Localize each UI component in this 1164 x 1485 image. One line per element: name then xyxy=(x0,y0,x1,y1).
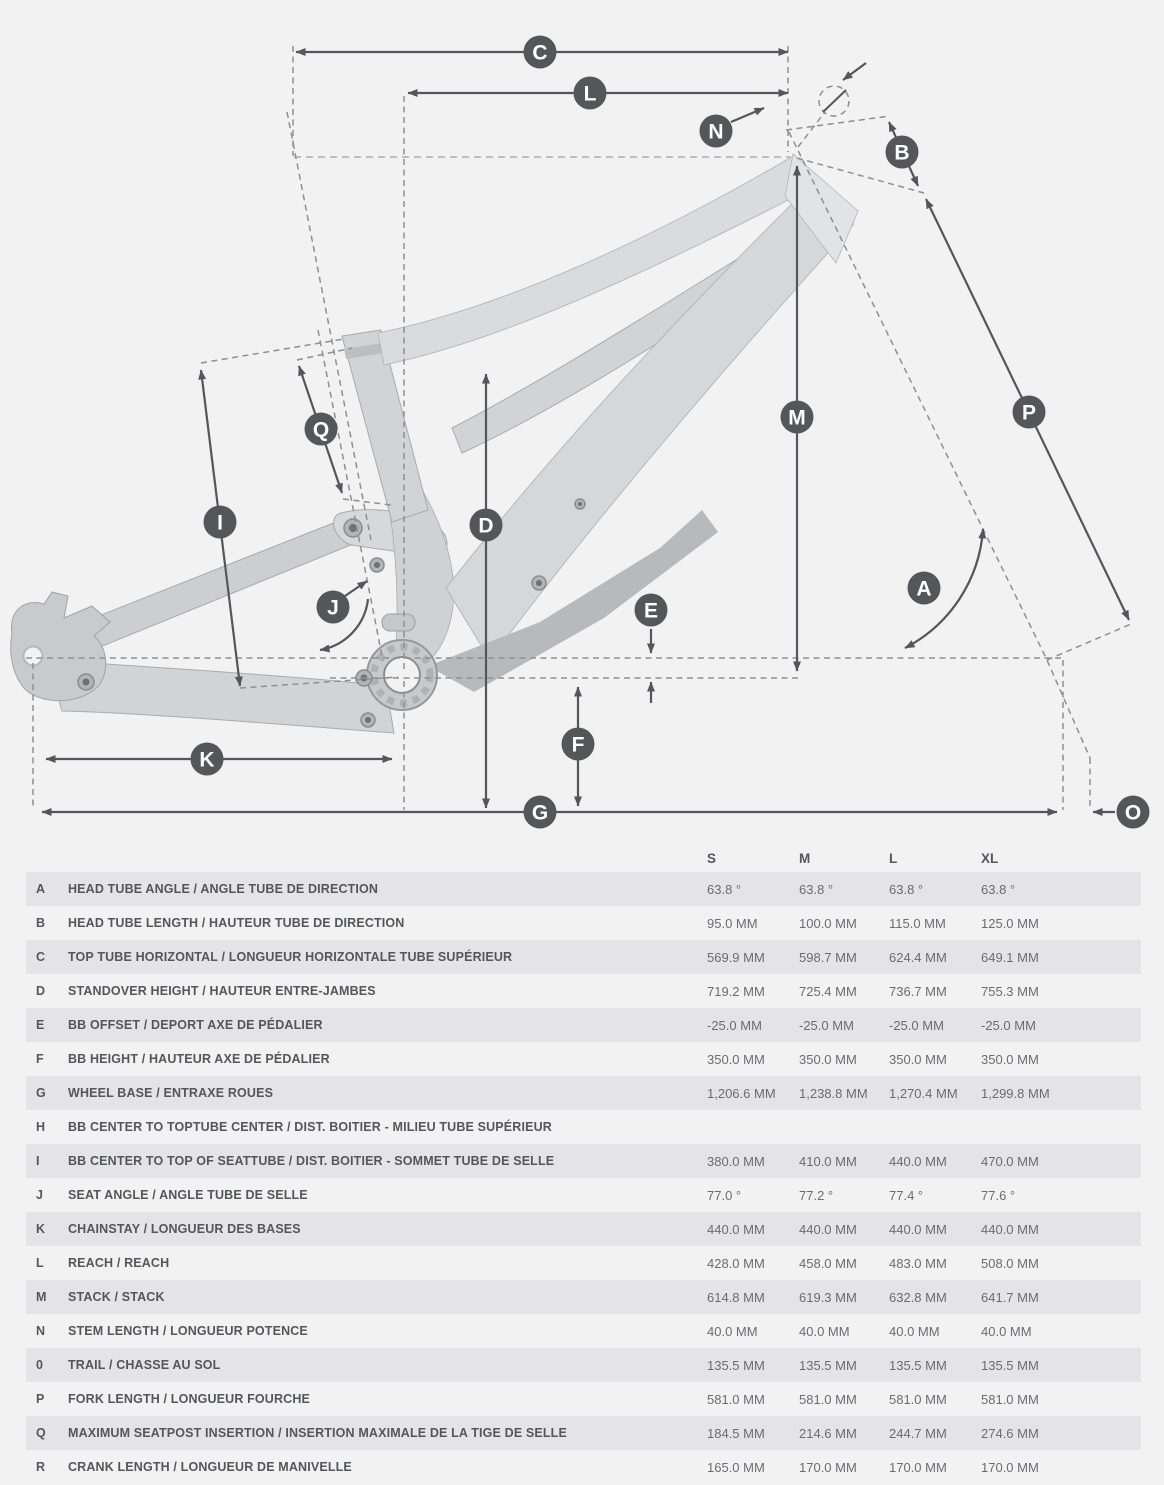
row-letter: A xyxy=(36,882,46,896)
row-value: 508.0 MM xyxy=(981,1255,1039,1271)
row-label: BB OFFSET / DEPORT AXE DE PÉDALIER xyxy=(68,1018,323,1032)
row-letter: B xyxy=(36,916,46,930)
dim-label-K xyxy=(191,743,224,776)
row-value: 632.8 MM xyxy=(889,1289,947,1305)
row-letter: D xyxy=(36,984,46,998)
row-value: 1,299.8 MM xyxy=(981,1085,1050,1101)
dim-J-pointer xyxy=(345,581,367,596)
dim-label-text: G xyxy=(531,801,549,825)
row-value: 40.0 MM xyxy=(981,1323,1032,1339)
dim-label-A xyxy=(908,572,941,605)
row-value: 170.0 MM xyxy=(889,1459,947,1475)
row-value: 100.0 MM xyxy=(799,915,857,931)
rear-axle-hole xyxy=(24,647,43,666)
dim-label-F xyxy=(562,728,595,761)
row-letter: N xyxy=(36,1324,46,1338)
dim-N-pointer xyxy=(731,108,764,122)
row-value: 581.0 MM xyxy=(799,1391,857,1407)
dim-label-C xyxy=(524,36,557,69)
row-value: 244.7 MM xyxy=(889,1425,947,1441)
row-value: 470.0 MM xyxy=(981,1153,1039,1169)
row-letter: M xyxy=(36,1290,47,1304)
row-letter: G xyxy=(36,1086,46,1100)
row-value: 77.6 ° xyxy=(981,1187,1016,1203)
dim-label-text: C xyxy=(532,41,548,65)
table-row-D xyxy=(26,974,1141,1008)
row-label: REACH / REACH xyxy=(68,1256,170,1270)
row-label: MAXIMUM SEATPOST INSERTION / INSERTION MAXIMALE DE LA TIGE DE SELLE xyxy=(68,1426,567,1440)
row-value: 1,206.6 MM xyxy=(707,1085,776,1101)
row-value: 440.0 MM xyxy=(889,1153,947,1169)
table-row-E xyxy=(26,1008,1141,1042)
table-row-C xyxy=(26,940,1141,974)
dim-label-text: F xyxy=(571,733,585,757)
table-row-F xyxy=(26,1042,1141,1076)
row-value: 40.0 MM xyxy=(889,1323,940,1339)
dim-label-M xyxy=(781,401,814,434)
table-row-L xyxy=(26,1246,1141,1280)
table-row-B xyxy=(26,906,1141,940)
row-value: 440.0 MM xyxy=(799,1221,857,1237)
dim-label-N xyxy=(700,115,733,148)
column-header-m: M xyxy=(799,850,811,866)
dim-label-Q xyxy=(305,413,338,446)
row-label: BB HEIGHT / HAUTEUR AXE DE PÉDALIER xyxy=(68,1052,330,1066)
table-row-0 xyxy=(26,1348,1141,1382)
table-header-row xyxy=(26,844,1141,872)
row-letter: F xyxy=(36,1052,44,1066)
dim-label-G xyxy=(524,796,557,829)
row-value: 135.5 MM xyxy=(707,1357,765,1373)
row-label: CHAINSTAY / LONGUEUR DES BASES xyxy=(68,1222,301,1236)
dim-label-I xyxy=(204,506,237,539)
dim-label-E xyxy=(635,594,668,627)
row-letter: I xyxy=(36,1154,40,1168)
row-value: 755.3 MM xyxy=(981,983,1039,999)
row-value: 410.0 MM xyxy=(799,1153,857,1169)
row-value: 214.6 MM xyxy=(799,1425,857,1441)
row-value: 569.9 MM xyxy=(707,949,765,965)
table-row-J xyxy=(26,1178,1141,1212)
row-value: 736.7 MM xyxy=(889,983,947,999)
row-label: BB CENTER TO TOPTUBE CENTER / DIST. BOITIER - MILIEU TUBE SUPÉRIEUR xyxy=(68,1120,552,1134)
row-letter: R xyxy=(36,1460,46,1474)
row-letter: K xyxy=(36,1222,46,1236)
shock-mount-tab xyxy=(382,614,415,631)
fork-bottom-tick xyxy=(1047,624,1131,660)
row-value: 428.0 MM xyxy=(707,1255,765,1271)
dim-label-text: L xyxy=(583,82,597,106)
row-value: 63.8 ° xyxy=(707,881,742,897)
dim-label-text: J xyxy=(327,596,339,620)
row-value: 350.0 MM xyxy=(889,1051,947,1067)
row-letter: E xyxy=(36,1018,45,1032)
table-row-G xyxy=(26,1076,1141,1110)
row-letter: H xyxy=(36,1120,46,1134)
table-row-M xyxy=(26,1280,1141,1314)
dim-label-B xyxy=(886,136,919,169)
row-label: FORK LENGTH / LONGUEUR FOURCHE xyxy=(68,1392,310,1406)
table-row-H xyxy=(26,1110,1141,1144)
dim-label-text: I xyxy=(217,511,223,535)
row-value: -25.0 MM xyxy=(889,1017,944,1033)
row-value: 458.0 MM xyxy=(799,1255,857,1271)
dim-label-text: E xyxy=(643,599,659,623)
row-value: 619.3 MM xyxy=(799,1289,857,1305)
table-row-Q xyxy=(26,1416,1141,1450)
row-value: 170.0 MM xyxy=(799,1459,857,1475)
row-label: TRAIL / CHASSE AU SOL xyxy=(68,1358,221,1372)
bike-frame-illustration xyxy=(11,154,858,733)
row-value: -25.0 MM xyxy=(707,1017,762,1033)
row-value: 581.0 MM xyxy=(981,1391,1039,1407)
row-value: 624.4 MM xyxy=(889,949,947,965)
row-value: 184.5 MM xyxy=(707,1425,765,1441)
row-value: 63.8 ° xyxy=(799,881,834,897)
row-value: 135.5 MM xyxy=(889,1357,947,1373)
row-value: 614.8 MM xyxy=(707,1289,765,1305)
row-value: 719.2 MM xyxy=(707,983,765,999)
row-label: STACK / STACK xyxy=(68,1290,165,1304)
dim-label-text: N xyxy=(708,120,724,144)
table-row-K xyxy=(26,1212,1141,1246)
row-value: 125.0 MM xyxy=(981,915,1039,931)
row-value: 95.0 MM xyxy=(707,915,758,931)
row-value: 350.0 MM xyxy=(707,1051,765,1067)
column-header-s: S xyxy=(707,850,717,866)
row-value: 170.0 MM xyxy=(981,1459,1039,1475)
dim-label-text: P xyxy=(1021,401,1037,425)
row-value: 1,270.4 MM xyxy=(889,1085,958,1101)
row-label: WHEEL BASE / ENTRAXE ROUES xyxy=(68,1086,274,1100)
row-value: 725.4 MM xyxy=(799,983,857,999)
dim-label-text: D xyxy=(478,514,494,538)
dim-label-text: K xyxy=(199,748,215,772)
row-value: 380.0 MM xyxy=(707,1153,765,1169)
row-letter: P xyxy=(36,1392,45,1406)
dim-label-L xyxy=(574,77,607,110)
bottom-bracket-hole xyxy=(384,657,420,693)
row-value: -25.0 MM xyxy=(981,1017,1036,1033)
row-label: CRANK LENGTH / LONGUEUR DE MANIVELLE xyxy=(68,1460,352,1474)
insertion-top-tick xyxy=(297,348,352,360)
row-value: 440.0 MM xyxy=(707,1221,765,1237)
row-value: 581.0 MM xyxy=(707,1391,765,1407)
row-label: STEM LENGTH / LONGUEUR POTENCE xyxy=(68,1324,308,1338)
row-label: SEAT ANGLE / ANGLE TUBE DE SELLE xyxy=(68,1188,308,1202)
row-value: 581.0 MM xyxy=(889,1391,947,1407)
table-row-N xyxy=(26,1314,1141,1348)
row-value: 440.0 MM xyxy=(981,1221,1039,1237)
dim-label-P xyxy=(1013,396,1046,429)
row-value: 40.0 MM xyxy=(799,1323,850,1339)
dim-label-text: Q xyxy=(312,418,330,442)
row-value: 649.1 MM xyxy=(981,949,1039,965)
stem-pointer xyxy=(843,63,866,80)
dim-label-text: B xyxy=(894,141,910,165)
row-label: BB CENTER TO TOP OF SEATTUBE / DIST. BOITIER - SOMMET TUBE DE SELLE xyxy=(68,1154,555,1168)
table-row-P xyxy=(26,1382,1141,1416)
table-row-I xyxy=(26,1144,1141,1178)
row-value: -25.0 MM xyxy=(799,1017,854,1033)
row-label: HEAD TUBE LENGTH / HAUTEUR TUBE DE DIRECTION xyxy=(68,916,405,930)
row-letter: Q xyxy=(36,1426,46,1440)
row-label: STANDOVER HEIGHT / HAUTEUR ENTRE-JAMBES xyxy=(68,984,376,998)
row-letter: J xyxy=(36,1188,43,1202)
row-value: 63.8 ° xyxy=(889,881,924,897)
dim-label-O xyxy=(1117,796,1150,829)
row-value: 274.6 MM xyxy=(981,1425,1039,1441)
row-value: 641.7 MM xyxy=(981,1289,1039,1305)
row-value: 350.0 MM xyxy=(799,1051,857,1067)
stem-clamp-tick xyxy=(823,90,846,112)
table-row-A xyxy=(26,872,1141,906)
dim-label-text: M xyxy=(788,406,806,430)
row-value: 77.2 ° xyxy=(799,1187,834,1203)
row-value: 440.0 MM xyxy=(889,1221,947,1237)
row-value: 63.8 ° xyxy=(981,881,1016,897)
row-value: 483.0 MM xyxy=(889,1255,947,1271)
row-value: 40.0 MM xyxy=(707,1323,758,1339)
row-value: 598.7 MM xyxy=(799,949,857,965)
insertion-bottom-tick xyxy=(343,499,391,505)
column-header-l: L xyxy=(889,850,898,866)
geometry-table xyxy=(26,844,1141,1484)
row-value: 1,238.8 MM xyxy=(799,1085,868,1101)
row-value: 135.5 MM xyxy=(799,1357,857,1373)
geometry-rows xyxy=(26,872,1141,1484)
row-value: 77.4 ° xyxy=(889,1187,924,1203)
row-value: 350.0 MM xyxy=(981,1051,1039,1067)
row-letter: L xyxy=(36,1256,44,1270)
seat-axis-a xyxy=(287,112,371,540)
dim-label-D xyxy=(470,509,503,542)
row-value: 115.0 MM xyxy=(889,915,946,931)
row-letter: C xyxy=(36,950,46,964)
dim-label-text: O xyxy=(1124,801,1142,825)
row-label: TOP TUBE HORIZONTAL / LONGUEUR HORIZONTALE TUBE SUPÉRIEUR xyxy=(68,950,513,964)
headtube-top-tick xyxy=(786,116,890,130)
dim-label-J xyxy=(317,591,350,624)
row-label: HEAD TUBE ANGLE / ANGLE TUBE DE DIRECTION xyxy=(68,882,379,896)
column-header-xl: XL xyxy=(981,850,999,866)
rear-dropout xyxy=(11,592,110,701)
row-letter: 0 xyxy=(36,1358,43,1372)
stem-link-dash xyxy=(798,112,825,147)
table-row-R xyxy=(26,1450,1141,1484)
dim-label-text: A xyxy=(916,577,932,601)
row-value: 135.5 MM xyxy=(981,1357,1039,1373)
row-value: 165.0 MM xyxy=(707,1459,765,1475)
row-value: 77.0 ° xyxy=(707,1187,742,1203)
